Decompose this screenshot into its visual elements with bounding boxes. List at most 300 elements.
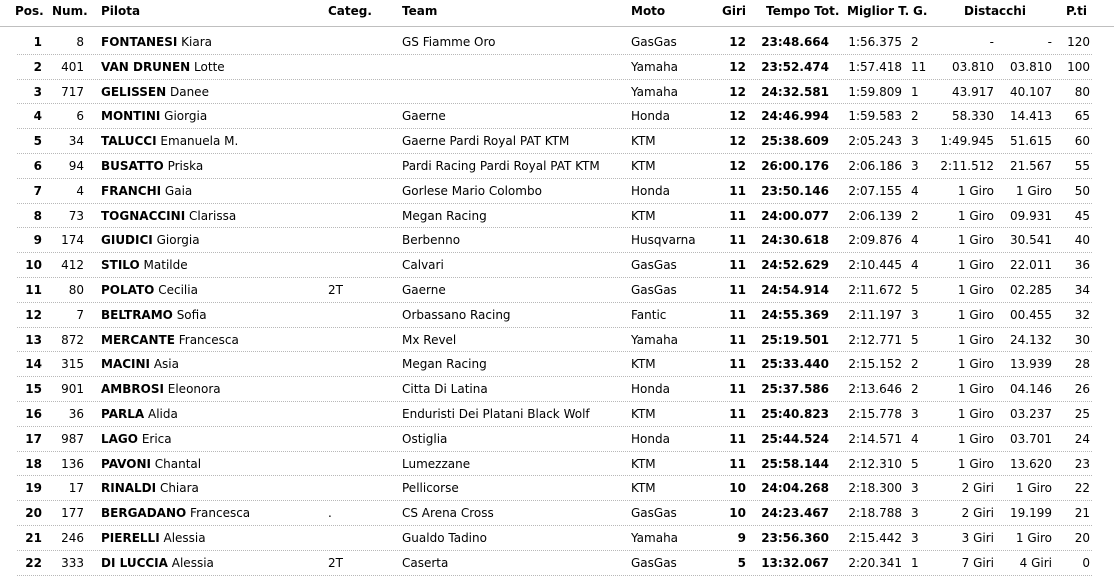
cell-distacco-prec: - (1047, 35, 1052, 49)
table-row (0, 104, 1114, 129)
rider-first-name: Erica (141, 431, 172, 446)
cell-distacco-primo: 2 Giri (961, 481, 994, 496)
cell-pti: 28 (1074, 357, 1090, 372)
cell-best: 2:11.197 (848, 307, 902, 322)
cell-pos: 10 (25, 258, 42, 273)
cell-best: 2:12.310 (848, 456, 902, 471)
header-pti: P.ti (1066, 4, 1087, 18)
rider-last-name: FONTANESI (101, 35, 178, 49)
cell-distacco-primo: 2 Giri (961, 506, 994, 521)
cell-moto: Honda (631, 109, 670, 124)
cell-num: 246 (61, 530, 84, 545)
rider-last-name: POLATO (101, 282, 155, 297)
cell-distacco-prec: 00.455 (1010, 307, 1052, 322)
cell-tempo: 24:52.629 (761, 258, 829, 273)
cell-tempo: 24:30.618 (761, 233, 829, 248)
table-header (0, 0, 1114, 27)
table-row (0, 328, 1114, 353)
cell-giri: 12 (729, 158, 746, 173)
cell-pilota (101, 501, 250, 525)
cell-tempo: 13:32.067 (761, 555, 829, 570)
rider-first-name: Emanuela M. (160, 134, 239, 149)
cell-pilota (101, 204, 236, 228)
cell-distacco-prec: 40.107 (1010, 84, 1052, 99)
rider-last-name: BUSATTO (101, 158, 164, 173)
cell-num: 94 (68, 158, 84, 173)
table-row (0, 551, 1114, 576)
rider-first-name: Lotte (194, 59, 225, 74)
cell-num: 177 (61, 506, 84, 521)
cell-pti: 0 (1082, 555, 1090, 570)
cell-moto: Yamaha (631, 530, 679, 545)
cell-distacco-prec: 4 Giri (1019, 555, 1052, 570)
cell-num: 6 (76, 109, 84, 124)
cell-pilota (101, 427, 172, 451)
rider-last-name: GELISSEN (101, 84, 167, 99)
cell-distacco-prec: 21.567 (1010, 158, 1052, 173)
table-row (0, 501, 1114, 526)
cell-giri: 12 (729, 59, 746, 74)
cell-distacco-primo: 1 Giro (957, 307, 994, 322)
cell-distacco-prec: 03.810 (1010, 59, 1052, 74)
rider-first-name: Giorgia (164, 109, 208, 124)
cell-pilota (101, 228, 200, 252)
cell-giri: 11 (729, 431, 746, 446)
rider-last-name: DI LUCCIA (101, 555, 168, 570)
cell-num: 7 (76, 307, 84, 322)
cell-pos: 4 (33, 109, 42, 124)
cell-giri: 11 (729, 183, 746, 198)
cell-distacco-primo: 1 Giro (957, 258, 994, 273)
cell-giri: 11 (729, 282, 746, 297)
cell-team: Gaerne Pardi Royal PAT KTM (402, 134, 570, 149)
cell-num: 315 (61, 357, 84, 372)
cell-distacco-prec: 24.132 (1010, 332, 1052, 347)
cell-best: 1:56.375 (848, 35, 902, 49)
cell-giri: 11 (729, 307, 746, 322)
cell-giri: 12 (729, 109, 746, 124)
cell-best: 1:57.418 (848, 59, 902, 74)
cell-pti: 45 (1074, 208, 1090, 223)
cell-distacco-primo: 1 Giro (957, 233, 994, 248)
header-pos: Pos. (15, 4, 44, 18)
cell-team: Orbassano Racing (402, 307, 511, 322)
cell-distacco-prec: 09.931 (1010, 208, 1052, 223)
cell-best: 2:05.243 (848, 134, 902, 149)
cell-pti: 100 (1067, 59, 1090, 74)
header-best: Miglior T. (847, 4, 910, 18)
cell-g: 3 (911, 481, 919, 496)
cell-pilota (101, 526, 206, 550)
cell-pilota (101, 129, 238, 153)
rider-last-name: PIERELLI (101, 530, 160, 545)
cell-tempo: 24:46.994 (761, 109, 829, 124)
cell-distacco-prec: 04.146 (1010, 382, 1052, 397)
cell-team: Megan Racing (402, 208, 487, 223)
cell-team: Pellicorse (402, 481, 459, 496)
cell-num: 8 (76, 35, 84, 49)
cell-team: Lumezzane (402, 456, 471, 471)
cell-tempo: 25:38.609 (761, 134, 829, 149)
rider-first-name: Alessia (171, 555, 214, 570)
cell-pti: 120 (1067, 35, 1090, 49)
cell-distacco-prec: 1 Giro (1015, 530, 1052, 545)
cell-g: 11 (911, 59, 927, 74)
cell-best: 1:59.809 (848, 84, 902, 99)
cell-pilota (101, 352, 179, 376)
cell-tempo: 24:04.268 (761, 481, 829, 496)
cell-pti: 30 (1074, 332, 1090, 347)
cell-moto: GasGas (631, 506, 677, 521)
cell-distacco-prec: 03.237 (1010, 406, 1052, 421)
cell-distacco-primo: 58.330 (952, 109, 994, 124)
cell-distacco-primo: 2:11.512 (940, 158, 994, 173)
table-row (0, 80, 1114, 105)
cell-distacco-primo: 03.810 (952, 59, 994, 74)
cell-g: 4 (911, 183, 919, 198)
cell-best: 2:20.341 (848, 555, 902, 570)
cell-num: 136 (61, 456, 84, 471)
cell-g: 2 (911, 357, 919, 372)
cell-team: Caserta (402, 555, 449, 570)
cell-pos: 9 (33, 233, 42, 248)
cell-best: 2:12.771 (848, 332, 902, 347)
cell-giri: 10 (729, 481, 746, 496)
rider-last-name: FRANCHI (101, 183, 162, 198)
cell-distacco-primo: - (989, 35, 994, 49)
cell-tempo: 23:48.664 (761, 35, 829, 49)
cell-distacco-prec: 19.199 (1010, 506, 1052, 521)
cell-pilota (101, 154, 203, 178)
cell-distacco-primo: 1 Giro (957, 456, 994, 471)
cell-best: 2:09.876 (848, 233, 902, 248)
cell-moto: KTM (631, 456, 656, 471)
cell-distacco-primo: 1 Giro (957, 282, 994, 297)
rider-last-name: LAGO (101, 431, 138, 446)
table-row (0, 253, 1114, 278)
header-pilota: Pilota (101, 4, 141, 18)
cell-pos: 6 (33, 158, 42, 173)
cell-distacco-prec: 30.541 (1010, 233, 1052, 248)
cell-pti: 36 (1074, 258, 1090, 273)
cell-pos: 7 (33, 183, 42, 198)
cell-team: Gaerne (402, 282, 446, 297)
cell-g: 5 (911, 282, 919, 297)
cell-pos: 2 (33, 59, 42, 74)
cell-best: 1:59.583 (848, 109, 902, 124)
cell-moto: Yamaha (631, 84, 679, 99)
cell-moto: GasGas (631, 282, 677, 297)
cell-distacco-primo: 1 Giro (957, 382, 994, 397)
table-row (0, 427, 1114, 452)
cell-g: 3 (911, 134, 919, 149)
cell-pilota (101, 476, 199, 500)
cell-moto: Honda (631, 382, 670, 397)
cell-distacco-primo: 1 Giro (957, 332, 994, 347)
rider-first-name: Priska (167, 158, 204, 173)
cell-pilota (101, 55, 225, 79)
cell-distacco-prec: 1 Giro (1015, 481, 1052, 496)
cell-distacco-primo: 43.917 (952, 84, 994, 99)
results-table-body (0, 30, 1114, 576)
cell-tempo: 24:55.369 (761, 307, 829, 322)
cell-g: 3 (911, 406, 919, 421)
cell-pos: 19 (25, 481, 42, 496)
cell-pilota (101, 402, 178, 426)
cell-tempo: 24:32.581 (761, 84, 829, 99)
cell-g: 2 (911, 382, 919, 397)
cell-pilota (101, 377, 221, 401)
cell-best: 2:15.442 (848, 530, 902, 545)
cell-g: 2 (911, 109, 919, 124)
rider-first-name: Cecilia (158, 282, 198, 297)
cell-tempo: 25:58.144 (761, 456, 829, 471)
cell-pti: 22 (1074, 481, 1090, 496)
rider-last-name: BELTRAMO (101, 307, 173, 322)
cell-giri: 9 (737, 530, 746, 545)
cell-giri: 10 (729, 506, 746, 521)
cell-distacco-prec: 02.285 (1010, 282, 1052, 297)
table-row (0, 476, 1114, 501)
cell-moto: KTM (631, 158, 656, 173)
table-row (0, 377, 1114, 402)
cell-pilota (101, 179, 192, 203)
header-categ: Categ. (328, 4, 372, 18)
cell-pos: 22 (25, 555, 42, 570)
cell-pos: 11 (25, 282, 42, 297)
cell-tempo: 25:40.823 (761, 406, 829, 421)
cell-num: 34 (68, 134, 84, 149)
header-team: Team (402, 4, 438, 18)
cell-categ: . (328, 506, 332, 521)
rider-last-name: BERGADANO (101, 506, 187, 521)
cell-g: 3 (911, 307, 919, 322)
rider-first-name: Francesca (190, 506, 251, 521)
cell-moto: KTM (631, 406, 656, 421)
rider-first-name: Matilde (143, 258, 188, 273)
rider-first-name: Kiara (181, 35, 213, 49)
cell-giri: 11 (729, 406, 746, 421)
header-num: Num. (52, 4, 88, 18)
cell-giri: 11 (729, 258, 746, 273)
cell-pos: 17 (25, 431, 42, 446)
cell-pti: 55 (1074, 158, 1090, 173)
cell-distacco-primo: 1 Giro (957, 183, 994, 198)
cell-moto: GasGas (631, 555, 677, 570)
cell-giri: 11 (729, 233, 746, 248)
cell-pilota (101, 551, 214, 575)
header-moto: Moto (631, 4, 666, 18)
cell-pos: 5 (33, 134, 42, 149)
cell-moto: Honda (631, 431, 670, 446)
cell-tempo: 24:54.914 (761, 282, 829, 297)
cell-giri: 11 (729, 332, 746, 347)
rider-last-name: MACINI (101, 357, 151, 372)
header-giri: Giri (722, 4, 746, 18)
cell-pos: 12 (25, 307, 42, 322)
cell-g: 3 (911, 506, 919, 521)
cell-best: 2:18.300 (848, 481, 902, 496)
cell-pos: 1 (33, 35, 42, 49)
cell-distacco-primo: 1 Giro (957, 431, 994, 446)
cell-pti: 40 (1074, 233, 1090, 248)
rider-last-name: RINALDI (101, 481, 157, 496)
cell-pos: 13 (25, 332, 42, 347)
cell-num: 80 (68, 282, 84, 297)
cell-team: Calvari (402, 258, 444, 273)
cell-distacco-prec: 51.615 (1010, 134, 1052, 149)
cell-tempo: 24:23.467 (761, 506, 829, 521)
cell-pos: 14 (25, 357, 42, 372)
cell-team: Berbenno (402, 233, 461, 248)
cell-distacco-primo: 1 Giro (957, 406, 994, 421)
rider-last-name: AMBROSI (101, 382, 164, 397)
rider-last-name: MERCANTE (101, 332, 175, 347)
cell-num: 73 (68, 208, 84, 223)
cell-num: 4 (76, 183, 84, 198)
cell-pti: 50 (1074, 183, 1090, 198)
cell-pilota (101, 278, 198, 302)
rider-first-name: Chantal (154, 456, 202, 471)
cell-pilota (101, 104, 207, 128)
cell-team: Pardi Racing Pardi Royal PAT KTM (402, 158, 600, 173)
cell-pti: 26 (1074, 382, 1090, 397)
cell-moto: Husqvarna (631, 233, 696, 248)
cell-moto: Yamaha (631, 332, 679, 347)
cell-g: 1 (911, 555, 919, 570)
cell-pti: 23 (1074, 456, 1090, 471)
rider-last-name: MONTINI (101, 109, 161, 124)
table-row (0, 352, 1114, 377)
cell-tempo: 23:56.360 (761, 530, 829, 545)
cell-moto: Yamaha (631, 59, 679, 74)
cell-g: 1 (911, 84, 919, 99)
cell-best: 2:13.646 (848, 382, 902, 397)
cell-pti: 60 (1074, 134, 1090, 149)
cell-pti: 80 (1074, 84, 1090, 99)
cell-team: Enduristi Dei Platani Black Wolf (402, 406, 590, 421)
cell-tempo: 25:33.440 (761, 357, 829, 372)
cell-team: Citta Di Latina (402, 382, 488, 397)
cell-tempo: 24:00.077 (761, 208, 829, 223)
cell-g: 4 (911, 258, 919, 273)
cell-tempo: 25:37.586 (761, 382, 829, 397)
cell-best: 2:10.445 (848, 258, 902, 273)
cell-team: Ostiglia (402, 431, 448, 446)
rider-first-name: Gaia (164, 183, 193, 198)
cell-pti: 25 (1074, 406, 1090, 421)
cell-giri: 12 (729, 35, 746, 49)
cell-best: 2:06.186 (848, 158, 902, 173)
cell-moto: GasGas (631, 258, 677, 273)
cell-pos: 21 (25, 530, 42, 545)
cell-pos: 16 (25, 406, 42, 421)
cell-best: 2:11.672 (848, 282, 902, 297)
header-g: G. (913, 4, 928, 18)
cell-tempo: 26:00.176 (761, 158, 829, 173)
cell-categ: 2T (328, 555, 343, 570)
cell-pti: 24 (1074, 431, 1090, 446)
cell-g: 4 (911, 431, 919, 446)
cell-pti: 21 (1074, 506, 1090, 521)
table-row (0, 179, 1114, 204)
rider-first-name: Danee (169, 84, 209, 99)
cell-g: 3 (911, 530, 919, 545)
cell-best: 2:06.139 (848, 208, 902, 223)
table-row (0, 204, 1114, 229)
cell-distacco-prec: 13.620 (1010, 456, 1052, 471)
cell-num: 174 (61, 233, 84, 248)
cell-pti: 20 (1074, 530, 1090, 545)
cell-team: Megan Racing (402, 357, 487, 372)
cell-best: 2:15.778 (848, 406, 902, 421)
cell-moto: KTM (631, 357, 656, 372)
cell-giri: 11 (729, 357, 746, 372)
cell-pti: 65 (1074, 109, 1090, 124)
cell-pilota (101, 253, 188, 277)
cell-num: 872 (61, 332, 84, 347)
table-row (0, 402, 1114, 427)
cell-tempo: 23:50.146 (761, 183, 829, 198)
cell-giri: 12 (729, 84, 746, 99)
cell-distacco-primo: 1:49.945 (940, 134, 994, 149)
cell-best: 2:14.571 (848, 431, 902, 446)
cell-pilota (101, 80, 209, 104)
cell-pilota (101, 452, 201, 476)
cell-best: 2:07.155 (848, 183, 902, 198)
table-row (0, 154, 1114, 179)
table-row (0, 228, 1114, 253)
cell-num: 412 (61, 258, 84, 273)
cell-team: Gualdo Tadino (402, 530, 487, 545)
cell-giri: 11 (729, 382, 746, 397)
cell-giri: 11 (729, 456, 746, 471)
cell-num: 901 (61, 382, 84, 397)
cell-moto: Fantic (631, 307, 667, 322)
cell-pos: 20 (25, 506, 42, 521)
cell-moto: Honda (631, 183, 670, 198)
cell-pti: 34 (1074, 282, 1090, 297)
cell-categ: 2T (328, 282, 343, 297)
table-row (0, 526, 1114, 551)
cell-team: CS Arena Cross (402, 506, 494, 521)
table-row (0, 30, 1114, 55)
table-row (0, 55, 1114, 80)
cell-distacco-prec: 22.011 (1010, 258, 1052, 273)
cell-team: Mx Revel (402, 332, 457, 347)
cell-g: 5 (911, 332, 919, 347)
cell-pilota (101, 328, 239, 352)
cell-pilota (101, 30, 212, 54)
rider-first-name: Alessia (163, 530, 206, 545)
table-row (0, 129, 1114, 154)
rider-first-name: Eleonora (167, 382, 221, 397)
rider-first-name: Sofia (176, 307, 207, 322)
cell-num: 36 (68, 406, 84, 421)
rider-last-name: TOGNACCINI (101, 208, 186, 223)
cell-num: 987 (61, 431, 84, 446)
cell-num: 401 (61, 59, 84, 74)
rider-last-name: PARLA (101, 406, 145, 421)
cell-pos: 18 (25, 456, 42, 471)
cell-moto: KTM (631, 481, 656, 496)
cell-distacco-prec: 14.413 (1010, 109, 1052, 124)
cell-tempo: 25:44.524 (761, 431, 829, 446)
cell-team: Gorlese Mario Colombo (402, 183, 542, 198)
rider-first-name: Chiara (159, 481, 199, 496)
cell-pos: 8 (33, 208, 42, 223)
cell-best: 2:15.152 (848, 357, 902, 372)
